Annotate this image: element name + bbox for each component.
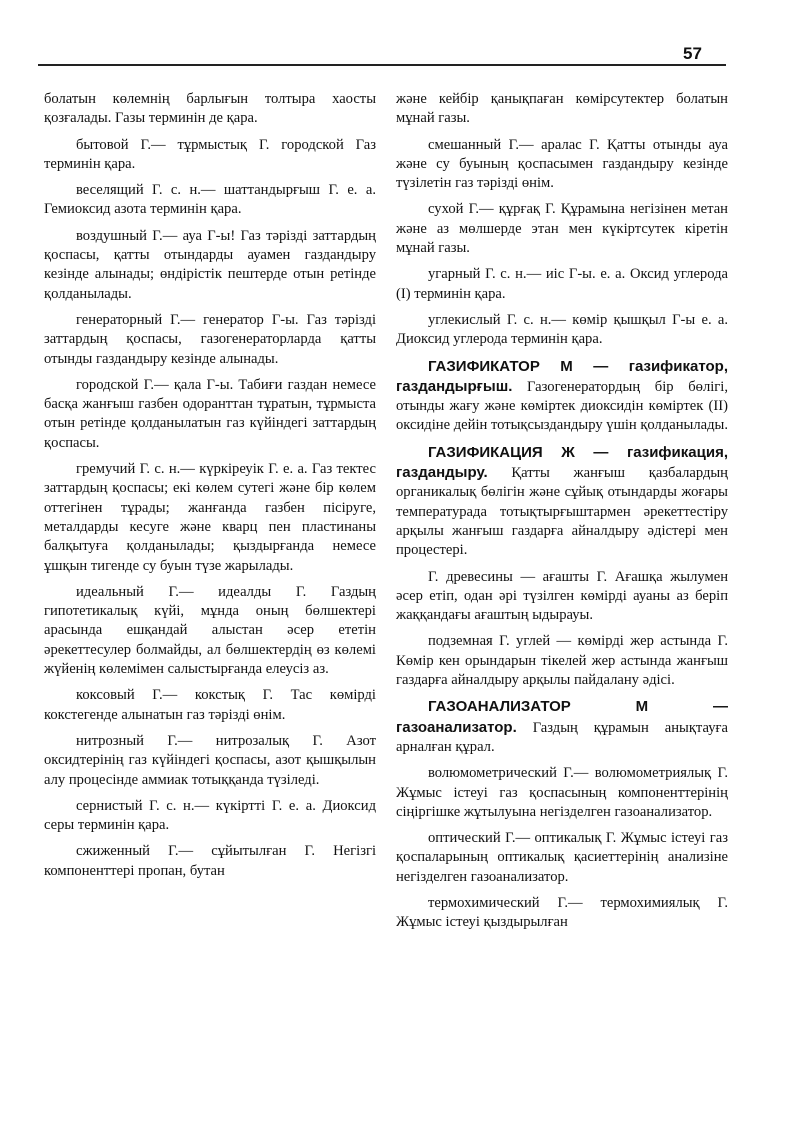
entry-text: углекислый Г. с. н.— көмір қышқыл Г-ы е. а. Диоксид углерода терминін қара. xyxy=(396,311,728,348)
dictionary-entry xyxy=(396,568,728,626)
dictionary-headword-entry xyxy=(396,697,728,757)
entry-text: және кейбір қанықпаған көмірсутектер болатын мұнай газы. xyxy=(396,91,728,127)
dictionary-entry xyxy=(44,136,376,175)
headword: ГАЗИФИКАЦИЯ Ж — газификация, газдандыру. xyxy=(396,443,728,482)
header-rule xyxy=(38,64,726,66)
entry-text: волюмометрический Г.— волюмометриялық Г. Жұмыс істеуі газ қоспасының компоненттерінің сіңіргішке жұтылуына негізделген газоанализатор. xyxy=(396,765,728,820)
dictionary-entry xyxy=(44,797,376,836)
dictionary-entry xyxy=(396,632,728,690)
entry-text: Газогенератордың бір бөлігі, отынды жағу және көміртек диоксидін көміртек (II) оксидіне дейін тотықсыздандыру үшін қолданылады. xyxy=(396,378,728,434)
left-column xyxy=(44,90,376,888)
entry-text: термохимический Г.— термохимиялық Г. Жұмыс істеуі қыздырылған xyxy=(396,894,728,931)
dictionary-entry xyxy=(44,686,376,725)
entry-text: бытовой Г.— тұрмыстық Г. городской Газ терминін қара. xyxy=(44,136,376,172)
dictionary-headword-entry xyxy=(396,357,728,436)
dictionary-entry xyxy=(44,181,376,220)
headword: ГАЗИФИКАТОР М — газификатор, газдандырғыш. xyxy=(396,357,728,395)
dictionary-entry xyxy=(44,583,376,679)
dictionary-entry xyxy=(396,311,728,350)
entry-text: воздушный Г.— ауа Г-ы! Газ тәрізді заттардың қоспасы, қатты отындарды ауамен газдандыру кезінде алынады; өндірістік пештерде отын ретінде қолданылады. xyxy=(44,227,376,302)
dictionary-entry xyxy=(396,829,728,887)
headword: ГАЗОАНАЛИЗАТОР М — газоанализатор. xyxy=(396,698,728,736)
entry-text: сернистый Г. с. н.— күкіртті Г. е. а. Диоксид серы терминін қара. xyxy=(44,797,376,834)
entry-text: городской Г.— қала Г-ы. Табиғи газдан немесе басқа жанғыш газбен одоранттан тұратын, тұрмыста отын ретінде қолданылатын газ күйіндегі заттардың қоспасы. xyxy=(44,376,376,451)
dictionary-entry xyxy=(44,460,376,576)
dictionary-entry xyxy=(44,90,376,129)
entry-text: оптический Г.— оптикалық Г. Жұмыс істеуі газ қоспаларының оптикалық қасиеттерінің анализіне негізделген газоанализатор. xyxy=(396,830,728,885)
entry-text: сухой Г.— құрғақ Г. Құрамына негізінен метан және аз мөлшерде этан мен күкіртсутек кіретін мұнай газы. xyxy=(396,201,728,257)
entry-text: Қатты жанғыш қазбалардың органикалық бөлігін және сұйық отындарды жоғары температурада тотықтырғыштармен әрекеттестіру арқылы жанғыш газдарға айналдыру әдістері мен процестері. xyxy=(396,465,728,559)
entry-text: сжиженный Г.— сұйытылған Г. Негізгі компоненттері пропан, бутан xyxy=(44,843,376,879)
entry-text: болатын көлемнің барлығын толтыра хаосты қозғалады. Газы терминін де қара. xyxy=(44,91,376,127)
dictionary-entry xyxy=(44,376,376,453)
dictionary-entry xyxy=(44,842,376,881)
entry-text: угарный Г. с. н.— иіс Г-ы. е. а. Оксид углерода (I) терминін қара. xyxy=(396,266,728,302)
entry-text: идеальный Г.— идеалды Г. Газдың гипотетикалық күйі, мұнда оның бөлшектері арасында ешқандай алыстан әсер ететін әрекеттесулер болмайды, ал бөлшектердің өз көлемі жүйенің көлемімен салыстырғанда елеусіз аз. xyxy=(44,583,376,678)
right-column xyxy=(396,90,728,940)
entry-text: веселящий Г. с. н.— шаттандырғыш Г. е. а. Гемиоксид азота терминін қара. xyxy=(44,182,376,218)
entry-text: подземная Г. углей — көмірді жер астында Г. Көмір кен орындарын тікелей жер астында жанғыш газдарға айналдыру арқылы пайдалану әдісі. xyxy=(396,633,728,689)
dictionary-entry xyxy=(44,227,376,304)
dictionary-entry xyxy=(44,732,376,790)
dictionary-entry xyxy=(396,136,728,194)
page-number: 57 xyxy=(683,44,702,63)
dictionary-entry xyxy=(44,311,376,369)
entry-text: смешанный Г.— аралас Г. Қатты отынды ауа және су буының қоспасымен газдандыру кезінде түзілетін газ тәрізді өнім. xyxy=(396,136,728,192)
entry-text: гремучий Г. с. н.— күркіреуік Г. е. а. Газ тектес заттардың қоспасы; екі көлем сутегі және бір көлем оттегінен тұрады; жанғанда газбен пісіруге, металдарды кесуге және кварц пен пластинаны балқытуға қолданылады; қыздырғанда немесе ұшқын тигенде су буын түзе жарылады. xyxy=(44,461,376,574)
entry-text: коксовый Г.— кокстық Г. Тас көмірді кокстегенде алынатын газ тәрізді өнім. xyxy=(44,687,376,723)
entry-text: нитрозный Г.— нитрозалық Г. Азот оксидтерінің газ күйіндегі қоспасы, азот қышқылын алу процесінде аммиак тотыққанда түзіледі. xyxy=(44,732,376,788)
dictionary-entry xyxy=(396,764,728,822)
entry-text: генераторный Г.— генератор Г-ы. Газ тәрізді заттардың қоспасы, газогенераторларда қатты отынды газдандыру кезінде алынады. xyxy=(44,311,376,367)
dictionary-entry xyxy=(396,265,728,304)
dictionary-headword-entry xyxy=(396,443,728,561)
dictionary-entry xyxy=(396,90,728,129)
dictionary-entry xyxy=(396,894,728,933)
entry-text: Газдың құрамын анықтауға арналған құрал. xyxy=(396,719,728,755)
entry-text: Г. древесины — ағашты Г. Ағашқа жылумен әсер етіп, одан әрі түзілген көмірді ауаны аз беріп жаққандағы ағаштың ыдырауы. xyxy=(396,568,728,624)
dictionary-entry xyxy=(396,200,728,258)
